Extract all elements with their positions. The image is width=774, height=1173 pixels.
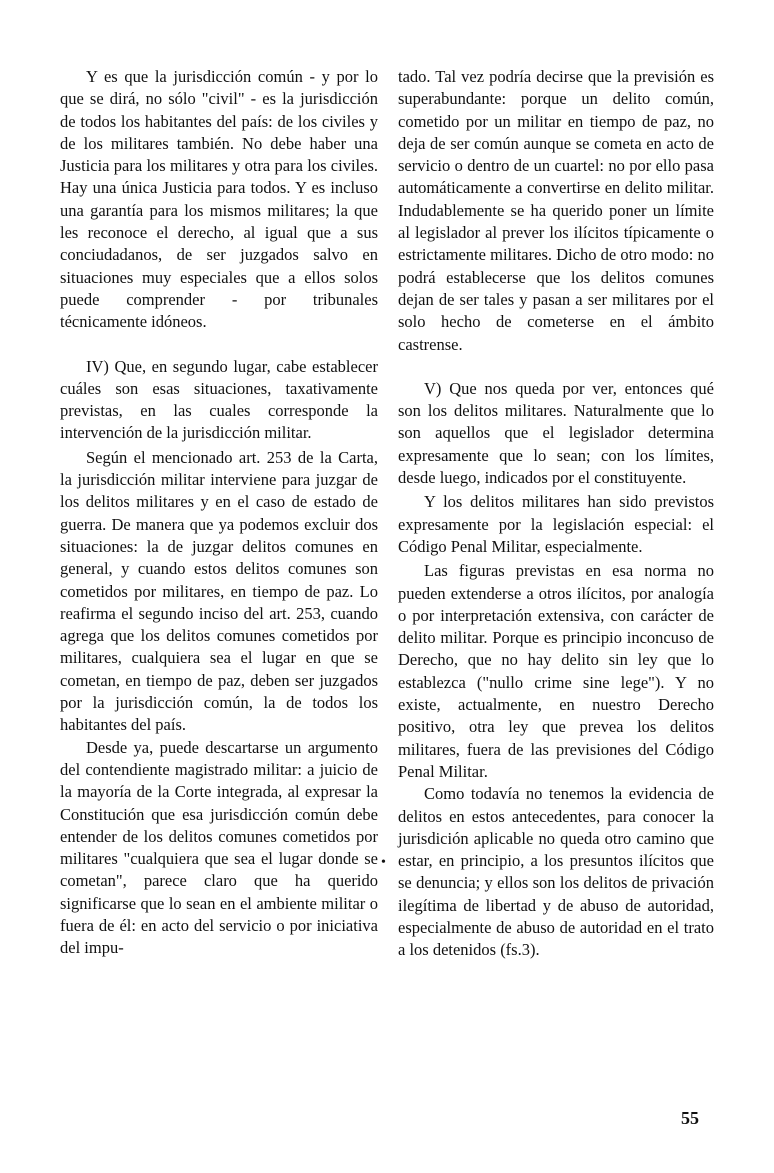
- paragraph: V) Que nos queda por ver, entonces qué son los delitos militares. Naturalmente que lo son aquellos que el legislador determina expresamente que lo sean; con los límites, desde luego, indicados por el constituyente.: [398, 378, 714, 488]
- bullet-mark: •: [381, 855, 386, 870]
- page-number: 55: [681, 1108, 699, 1128]
- left-column: [60, 66, 378, 960]
- paragraph: Desde ya, puede descartarse un argumento del contendiente magistrado militar: a juicio de la mayoría de la Corte integrada, al expresar la Constitución que esa jurisdicción común debe entender de los delitos comunes cometidos por militares "cualquiera que sea el lugar donde se cometan", parece claro que ha querido significarse que lo sean en el ambiente militar o fuera de él: en acto del servicio o por iniciativa del impu-: [60, 737, 378, 958]
- paragraph: Y es que la jurisdicción común - y por lo que se dirá, no sólo "civil" - es la jurisdicción de todos los habitantes del país: de los civiles y de los militares también. No debe haber una Justicia para los militares y otra para los civiles. Hay una única Justicia para todos. Y es incluso una garantía para los mismos militares; la que les reconoce el derecho, al igual que a sus conciudadanos, de ser juzgados salvo en situaciones muy especiales que a ellos solos puede comprender - por tribunales técnicamente idóneos.: [60, 67, 378, 332]
- paragraph: tado. Tal vez podría decirse que la previsión es superabundante: porque un delito común, cometido por un militar en tiempo de paz, no deja de ser común aunque se cometa en acto de servicio o dentro de un cuartel: no por ello pasa automáticamente a convertirse en delito militar. Indudablemente se ha querido poner un límite al legislador al prever los ilícitos típicamente o estrictamente militares. Dicho de otro modo: no podrá establecerse que los delitos comunes dejan de ser tales y pasan a ser militares por el solo hecho de cometerse en el ámbito castrense.: [398, 67, 714, 354]
- paragraph: Como todavía no tenemos la evidencia de delitos en estos antecedentes, para conocer la jurisdición aplicable no queda otro camino que estar, en principio, a los presuntos ilícitos que se denuncia; y ellos son los delitos de privación ilegítima de libertad y de abuso de autoridad, especialmente de abuso de autoridad en el trato a los detenidos (fs.3).: [398, 784, 714, 960]
- paragraph: Y los delitos militares han sido previstos expresamente por la legislación especial: el Código Penal Militar, especialmente.: [398, 492, 714, 556]
- paragraph: Según el mencionado art. 253 de la Carta, la jurisdicción militar interviene para juzgar de los delitos militares y en el caso de estado de guerra. De manera que ya podemos excluir dos situaciones: la de juzgar delitos comunes en general, y cuando estos delitos comunes son cometidos por militares, en tiempo de paz. Lo reafirma el segundo inciso del art. 253, cuando agrega que los delitos comunes cometidos por militares, cualquiera sea el lugar en que se cometan, en tiempo de paz, deben ser juzgados por la jurisdicción común, la de todos los habitantes del país.: [60, 447, 378, 735]
- right-column: [398, 66, 714, 962]
- paragraph: IV) Que, en segundo lugar, cabe establecer cuáles son esas situaciones, taxativamente previstas, en las cuales corresponde la intervención de la jurisdicción militar.: [60, 356, 378, 443]
- paragraph: Las figuras previstas en esa norma no pueden extenderse a otros ilícitos, por analogía o por interpretación extensiva, con carácter de delito militar. Porque es principio inconcuso de Derecho, que no hay delito sin ley que lo establezca ("nullo crime sine lege"). Y no existe, actualmente, en nuestro Derecho positivo, otra ley que prevea los delitos militares, fuera de las previsiones del Código Penal Militar.: [398, 561, 714, 781]
